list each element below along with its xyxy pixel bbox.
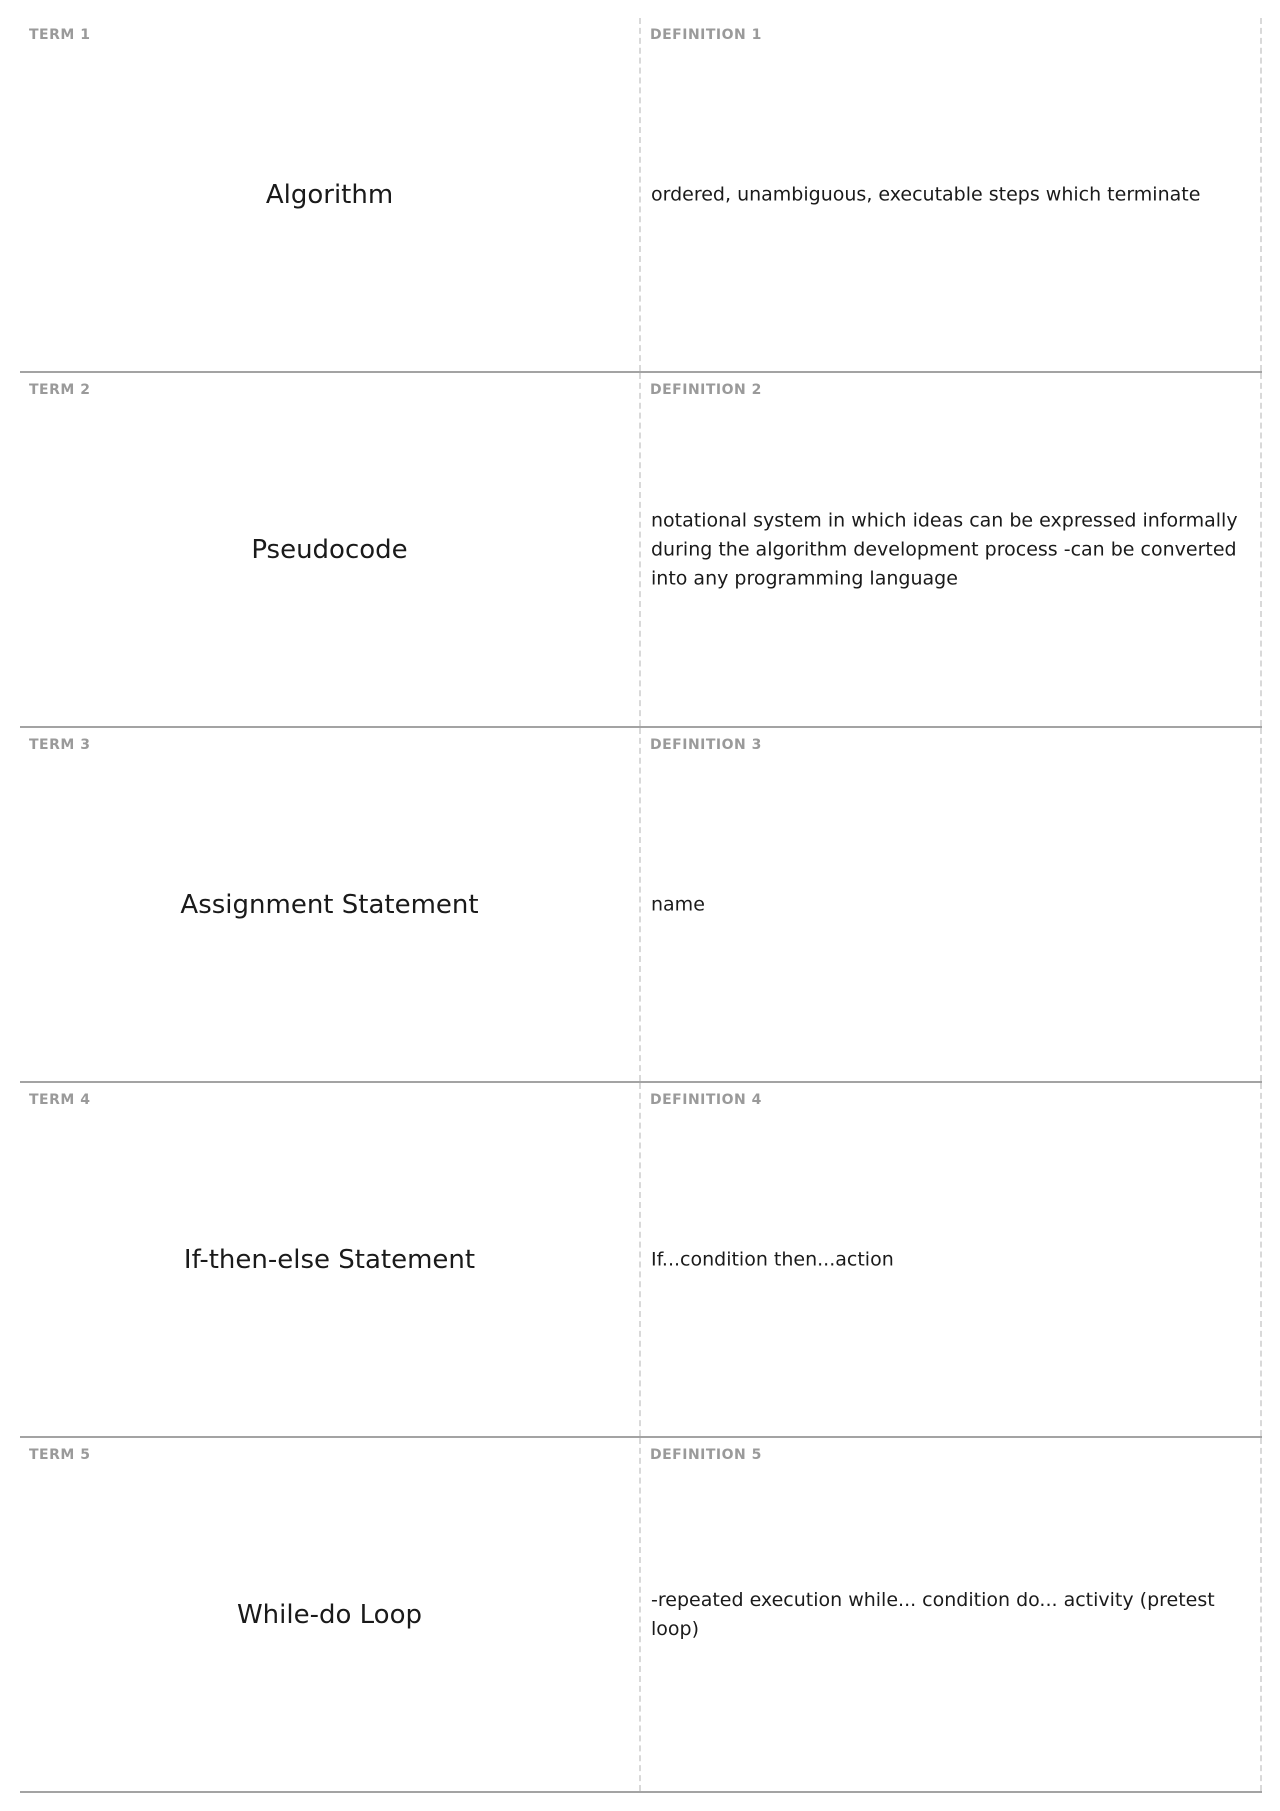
term-cell bbox=[20, 18, 641, 371]
flashcard-row bbox=[20, 373, 1262, 728]
term-cell bbox=[20, 373, 641, 726]
term-text: While-do Loop bbox=[236, 1599, 423, 1630]
definition-text: name bbox=[651, 893, 705, 915]
flashcard-sheet bbox=[20, 18, 1262, 1793]
definition-label: DEFINITION 2 bbox=[650, 382, 762, 398]
term-text: Algorithm bbox=[265, 179, 394, 210]
flashcard-row bbox=[20, 1438, 1262, 1793]
definition-label: DEFINITION 4 bbox=[650, 1092, 762, 1108]
definition-label: DEFINITION 3 bbox=[650, 737, 762, 753]
definition-text: If...condition then...action bbox=[651, 1248, 894, 1270]
flashcard-row bbox=[20, 18, 1262, 373]
term-label: TERM 5 bbox=[29, 1447, 91, 1463]
term-label: TERM 3 bbox=[29, 737, 91, 753]
definition-text: ordered, unambiguous, executable steps which terminate bbox=[651, 183, 1201, 205]
definition-text: notational system in which ideas can be expressed informally during the algorithm development process -can be converted into any programming language bbox=[651, 509, 1238, 589]
term-text: Assignment Statement bbox=[180, 889, 479, 920]
definition-cell bbox=[641, 18, 1262, 371]
term-cell bbox=[20, 1083, 641, 1436]
term-text: Pseudocode bbox=[251, 534, 408, 565]
term-cell bbox=[20, 1438, 641, 1791]
definition-cell bbox=[641, 1438, 1262, 1791]
definition-text: -repeated execution while... condition do... activity (pretest loop) bbox=[651, 1588, 1215, 1640]
definition-label: DEFINITION 5 bbox=[650, 1447, 762, 1463]
definition-label: DEFINITION 1 bbox=[650, 27, 762, 43]
term-cell bbox=[20, 728, 641, 1081]
definition-cell bbox=[641, 1083, 1262, 1436]
flashcard-row bbox=[20, 728, 1262, 1083]
term-label: TERM 2 bbox=[29, 382, 91, 398]
definition-cell bbox=[641, 728, 1262, 1081]
definition-cell bbox=[641, 373, 1262, 726]
flashcard-row bbox=[20, 1083, 1262, 1438]
term-label: TERM 4 bbox=[29, 1092, 91, 1108]
term-text: If-then-else Statement bbox=[183, 1244, 476, 1275]
term-label: TERM 1 bbox=[29, 27, 91, 43]
